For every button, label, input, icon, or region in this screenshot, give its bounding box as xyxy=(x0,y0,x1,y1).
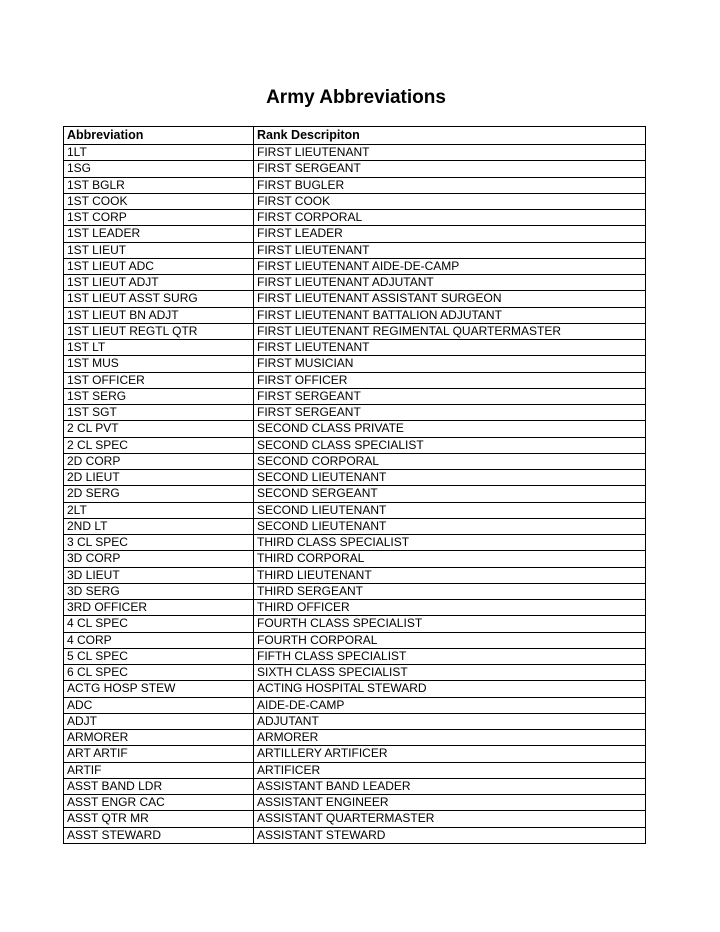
abbreviation-cell: ADC xyxy=(64,697,254,713)
abbreviation-cell: 3 CL SPEC xyxy=(64,535,254,551)
header-abbreviation: Abbreviation xyxy=(64,127,254,145)
abbreviation-cell: 1ST MUS xyxy=(64,356,254,372)
table-row xyxy=(64,323,646,339)
rank-description-cell: SECOND CORPORAL xyxy=(254,453,646,469)
abbreviation-cell: 1ST LIEUT xyxy=(64,242,254,258)
table-row xyxy=(64,437,646,453)
rank-description-cell: FIRST MUSICIAN xyxy=(254,356,646,372)
rank-description-cell: FIRST COOK xyxy=(254,193,646,209)
abbreviation-cell: 1ST LIEUT REGTL QTR xyxy=(64,323,254,339)
abbreviation-cell: ASST QTR MR xyxy=(64,811,254,827)
rank-description-cell: FIRST LIEUTENANT REGIMENTAL QUARTERMASTER xyxy=(254,323,646,339)
rank-description-cell: THIRD OFFICER xyxy=(254,600,646,616)
abbreviation-cell: 1ST LEADER xyxy=(64,226,254,242)
abbreviation-cell: 1ST OFFICER xyxy=(64,372,254,388)
table-row xyxy=(64,551,646,567)
rank-description-cell: FOURTH CLASS SPECIALIST xyxy=(254,616,646,632)
table-row xyxy=(64,795,646,811)
rank-description-cell: ARTIFICER xyxy=(254,762,646,778)
table-row xyxy=(64,421,646,437)
rank-description-cell: ACTING HOSPITAL STEWARD xyxy=(254,681,646,697)
table-row xyxy=(64,145,646,161)
abbreviation-cell: 2D SERG xyxy=(64,486,254,502)
table-row xyxy=(64,242,646,258)
table-row xyxy=(64,665,646,681)
rank-description-cell: FIRST LIEUTENANT xyxy=(254,145,646,161)
table-row xyxy=(64,567,646,583)
abbreviation-cell: 1ST SGT xyxy=(64,405,254,421)
abbreviation-cell: 2ND LT xyxy=(64,518,254,534)
rank-description-cell: AIDE-DE-CAMP xyxy=(254,697,646,713)
table-row xyxy=(64,307,646,323)
abbreviation-cell: ASST BAND LDR xyxy=(64,778,254,794)
table-row xyxy=(64,762,646,778)
table-row xyxy=(64,583,646,599)
abbreviation-cell: ACTG HOSP STEW xyxy=(64,681,254,697)
table-row xyxy=(64,632,646,648)
page-title: Army Abbreviations xyxy=(266,87,446,108)
abbreviation-cell: 2D LIEUT xyxy=(64,470,254,486)
abbreviation-cell: 4 CL SPEC xyxy=(64,616,254,632)
rank-description-cell: FIRST BUGLER xyxy=(254,177,646,193)
rank-description-cell: ARTILLERY ARTIFICER xyxy=(254,746,646,762)
rank-description-cell: SIXTH CLASS SPECIALIST xyxy=(254,665,646,681)
rank-description-cell: FIRST LIEUTENANT xyxy=(254,242,646,258)
table-row xyxy=(64,161,646,177)
table-row xyxy=(64,518,646,534)
abbreviation-cell: 1LT xyxy=(64,145,254,161)
abbreviation-cell: 6 CL SPEC xyxy=(64,665,254,681)
abbreviation-cell: ASST STEWARD xyxy=(64,827,254,843)
table-row xyxy=(64,177,646,193)
table-row xyxy=(64,356,646,372)
abbreviation-cell: ARMORER xyxy=(64,730,254,746)
rank-description-cell: ASSISTANT BAND LEADER xyxy=(254,778,646,794)
rank-description-cell: FIRST LIEUTENANT xyxy=(254,340,646,356)
rank-description-cell: SECOND LIEUTENANT xyxy=(254,502,646,518)
rank-description-cell: FOURTH CORPORAL xyxy=(254,632,646,648)
abbreviation-cell: 2D CORP xyxy=(64,453,254,469)
abbreviation-cell: 1ST LIEUT ASST SURG xyxy=(64,291,254,307)
table-row xyxy=(64,470,646,486)
rank-description-cell: ASSISTANT ENGINEER xyxy=(254,795,646,811)
abbreviation-cell: 1ST SERG xyxy=(64,388,254,404)
rank-description-cell: FIRST LIEUTENANT BATTALION ADJUTANT xyxy=(254,307,646,323)
rank-description-cell: SECOND LIEUTENANT xyxy=(254,470,646,486)
rank-description-cell: THIRD LIEUTENANT xyxy=(254,567,646,583)
rank-description-cell: ADJUTANT xyxy=(254,713,646,729)
abbreviation-cell: 3D CORP xyxy=(64,551,254,567)
abbreviations-table xyxy=(63,126,646,844)
abbreviation-cell: 2 CL PVT xyxy=(64,421,254,437)
table-row xyxy=(64,405,646,421)
table-row xyxy=(64,535,646,551)
rank-description-cell: FIRST OFFICER xyxy=(254,372,646,388)
table-row xyxy=(64,453,646,469)
abbreviation-cell: 1ST LIEUT BN ADJT xyxy=(64,307,254,323)
table-row xyxy=(64,340,646,356)
table-row xyxy=(64,486,646,502)
table-row xyxy=(64,713,646,729)
table-row xyxy=(64,226,646,242)
rank-description-cell: SECOND CLASS SPECIALIST xyxy=(254,437,646,453)
rank-description-cell: FIFTH CLASS SPECIALIST xyxy=(254,648,646,664)
abbreviation-cell: 3D LIEUT xyxy=(64,567,254,583)
abbreviation-cell: 5 CL SPEC xyxy=(64,648,254,664)
header-rank-description: Rank Descripiton xyxy=(254,127,646,145)
abbreviation-cell: 1ST BGLR xyxy=(64,177,254,193)
table-row xyxy=(64,388,646,404)
table-row xyxy=(64,600,646,616)
rank-description-cell: SECOND CLASS PRIVATE xyxy=(254,421,646,437)
abbreviation-cell: 4 CORP xyxy=(64,632,254,648)
abbreviation-cell: 1ST COOK xyxy=(64,193,254,209)
table-row xyxy=(64,827,646,843)
table-row xyxy=(64,291,646,307)
rank-description-cell: THIRD CLASS SPECIALIST xyxy=(254,535,646,551)
abbreviation-cell: ART ARTIF xyxy=(64,746,254,762)
rank-description-cell: FIRST SERGEANT xyxy=(254,405,646,421)
table-row xyxy=(64,697,646,713)
rank-description-cell: FIRST SERGEANT xyxy=(254,388,646,404)
table-row xyxy=(64,730,646,746)
table-row xyxy=(64,681,646,697)
table-row xyxy=(64,258,646,274)
table-row xyxy=(64,778,646,794)
rank-description-cell: FIRST LEADER xyxy=(254,226,646,242)
rank-description-cell: THIRD CORPORAL xyxy=(254,551,646,567)
abbreviation-cell: 1ST CORP xyxy=(64,210,254,226)
abbreviation-cell: 1ST LIEUT ADJT xyxy=(64,275,254,291)
table-row xyxy=(64,811,646,827)
table-row xyxy=(64,275,646,291)
table-header-row xyxy=(64,127,646,145)
table-row xyxy=(64,648,646,664)
table-row xyxy=(64,616,646,632)
abbreviation-cell: 3D SERG xyxy=(64,583,254,599)
rank-description-cell: FIRST LIEUTENANT AIDE-DE-CAMP xyxy=(254,258,646,274)
abbreviation-cell: 2 CL SPEC xyxy=(64,437,254,453)
table-body xyxy=(64,145,646,844)
abbreviation-cell: ASST ENGR CAC xyxy=(64,795,254,811)
table-row xyxy=(64,210,646,226)
rank-description-cell: FIRST LIEUTENANT ASSISTANT SURGEON xyxy=(254,291,646,307)
rank-description-cell: THIRD SERGEANT xyxy=(254,583,646,599)
abbreviation-cell: ARTIF xyxy=(64,762,254,778)
abbreviation-cell: 1SG xyxy=(64,161,254,177)
rank-description-cell: ASSISTANT QUARTERMASTER xyxy=(254,811,646,827)
table-row xyxy=(64,502,646,518)
table-row xyxy=(64,746,646,762)
abbreviation-cell: ADJT xyxy=(64,713,254,729)
rank-description-cell: SECOND SERGEANT xyxy=(254,486,646,502)
rank-description-cell: ARMORER xyxy=(254,730,646,746)
abbreviation-cell: 1ST LT xyxy=(64,340,254,356)
rank-description-cell: FIRST SERGEANT xyxy=(254,161,646,177)
abbreviation-cell: 1ST LIEUT ADC xyxy=(64,258,254,274)
rank-description-cell: ASSISTANT STEWARD xyxy=(254,827,646,843)
rank-description-cell: FIRST LIEUTENANT ADJUTANT xyxy=(254,275,646,291)
table-row xyxy=(64,372,646,388)
abbreviation-cell: 2LT xyxy=(64,502,254,518)
abbreviation-cell: 3RD OFFICER xyxy=(64,600,254,616)
rank-description-cell: SECOND LIEUTENANT xyxy=(254,518,646,534)
table-row xyxy=(64,193,646,209)
rank-description-cell: FIRST CORPORAL xyxy=(254,210,646,226)
